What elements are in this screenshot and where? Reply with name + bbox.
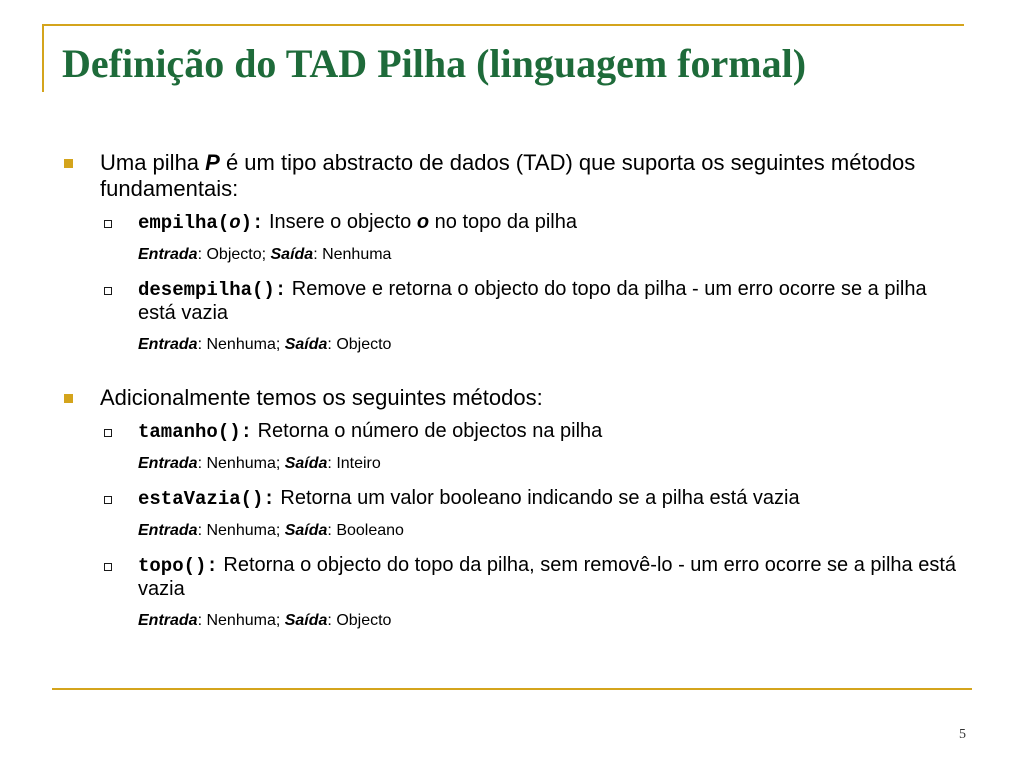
- bottom-rule: [52, 688, 972, 690]
- method-signature: tamanho():: [138, 421, 253, 443]
- method-signature: desempilha():: [138, 279, 287, 301]
- left-rule: [42, 24, 44, 92]
- square-bullet-icon: [64, 159, 73, 168]
- slide-title: Definição do TAD Pilha (linguagem formal): [62, 41, 807, 86]
- hollow-square-bullet-icon: [104, 496, 112, 504]
- hollow-square-bullet-icon: [104, 287, 112, 295]
- method-signature: estaVazia():: [138, 488, 275, 510]
- square-bullet-icon: [64, 394, 73, 403]
- method-signature: topo():: [138, 555, 218, 577]
- method-tamanho: tamanho(): Retorna o número de objectos na pilha: [100, 420, 962, 444]
- method-estavazia: estaVazia(): Retorna um valor booleano indicando se a pilha está vazia: [100, 487, 962, 511]
- method-topo: topo(): Retorna o objecto do topo da pilha, sem removê-lo - um erro ocorre se a pilha está vazia: [100, 554, 962, 601]
- bullet-additional: Adicionalmente temos os seguintes métodos:: [62, 385, 962, 411]
- method-io-empilha: Entrada: Objecto; Saída: Nenhuma: [138, 246, 392, 263]
- hollow-square-bullet-icon: [104, 563, 112, 571]
- method-io-topo: Entrada: Nenhuma; Saída: Objecto: [138, 612, 392, 629]
- page-number: 5: [959, 727, 966, 742]
- method-io-estavazia: Entrada: Nenhuma; Saída: Booleano: [138, 522, 404, 539]
- top-rule: [42, 24, 964, 26]
- hollow-square-bullet-icon: [104, 429, 112, 437]
- method-io-desempilha: Entrada: Nenhuma; Saída: Objecto: [138, 336, 392, 353]
- method-empilha: empilha(o): Insere o objecto o no topo da pilha: [100, 211, 962, 235]
- hollow-square-bullet-icon: [104, 220, 112, 228]
- method-signature: empilha(o):: [138, 212, 264, 234]
- slide-body: [62, 150, 962, 631]
- method-io-tamanho: Entrada: Nenhuma; Saída: Inteiro: [138, 455, 381, 472]
- bullet-intro: Uma pilha P é um tipo abstracto de dados (TAD) que suporta os seguintes métodos fundamentais:: [62, 150, 962, 202]
- method-desempilha: desempilha(): Remove e retorna o objecto do topo da pilha - um erro ocorre se a pilha está vazia: [100, 278, 962, 325]
- variable-p: P: [205, 150, 220, 175]
